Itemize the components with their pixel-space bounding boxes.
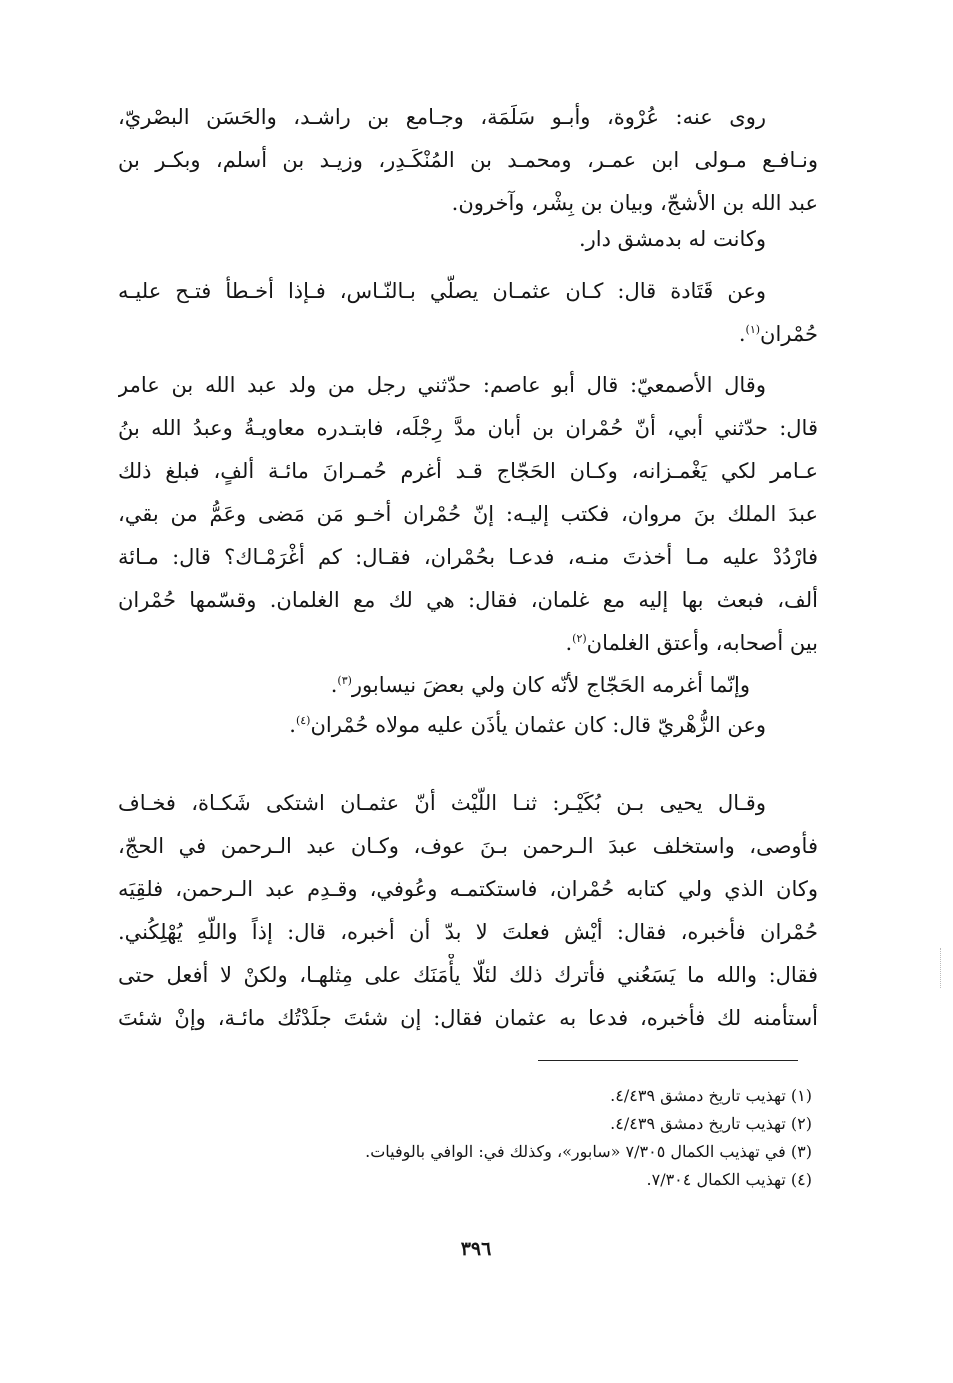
page-number: ٣٩٦ <box>460 1238 492 1260</box>
paragraph-zuhri <box>118 704 818 747</box>
footnote-marker: (٢) <box>572 632 587 645</box>
text-line: فارْدُدْ عليه مـا أخذتَ منـه، فدعـا بحُمْران، فقـال: كم أغْرَمْـاك؟ قال: مـائة <box>118 545 818 569</box>
paragraph-asmai <box>118 364 818 665</box>
text-line: حُمْران$^{(١)}$. <box>738 322 818 346</box>
text-line: وكان الذي ولي كتابه حُمْران، فاستكتمـه وعُوفي، وقـدِم عبد الـرحمن، فلقِيَه <box>118 877 818 901</box>
text-line: وعن الزُّهْريّ قال: كان عثمان يأذَن عليه مولاه حُمْران$^{(٤)}$. <box>289 713 766 737</box>
footnotes <box>200 1082 812 1194</box>
text-fragment: وإنّما أغرمه الحَجّاج لأنّه كان ولي بعضَ نيسابور <box>351 673 750 697</box>
footnote-separator <box>538 1060 798 1061</box>
text-line: فقال: والله ما يَسَعُني فأترك ذلك لئلّا يأْمَنَك على مِثلهـا، ولكنْ لا أفعل حتى <box>118 963 818 987</box>
text-line: عـامر لكي يَغْمـزانه، وكـان الحَجّاج قـد أغرم حُمـرانَ مائـة ألفٍ، فبلغ ذلك <box>118 459 818 483</box>
text-line: فأوصى، واستخلف عبدَ الـرحمن بـنَ عوف، وكـان عبد الـرحمن في الحجّ، <box>118 834 818 858</box>
text-line: وقال الأصمعيّ: قال أبو عاصم: حدّثني رجل من ولد عبد الله بن عامر <box>118 373 766 397</box>
paragraph-nishapur <box>118 664 818 707</box>
text-line: عبد الله بن الأشجّ، وبيان بن بِشْر، وآخرون. <box>451 191 818 215</box>
footnote-item: (٢) تهذيب تاريخ دمشق ٤/٤٣٩. <box>610 1114 812 1133</box>
paragraph-house <box>118 218 818 261</box>
paragraph-qatada <box>118 270 818 356</box>
footnote-marker: (١) <box>745 323 761 336</box>
text-line: روى عنه: عُرْوة، وأبـو سَلَمَة، وجـامع بن راشـد، والحَسَن البصْريّ، <box>118 105 766 129</box>
text-fragment: بين أصحابه، وأعتق الغلمان <box>586 631 818 655</box>
text-fragment: حُمْران <box>760 322 818 346</box>
text-line: قال: حدّثني أبي، أنّ حُمْران بن أبان مدَّ رِجْلَه، فابتـدره معاويـةُ وعبدُ الله بنُ <box>118 416 818 440</box>
footnote-item: (٤) تهذيب الكمال ٧/٣٠٤. <box>646 1170 812 1189</box>
scan-specks <box>940 948 945 988</box>
paragraph-narrators <box>118 96 818 225</box>
text-fragment: وعن الزُّهْريّ قال: كان عثمان يأذَن عليه مولاه حُمْران <box>310 713 766 737</box>
text-line: حُمْران فأخبره، فقال: أيْش فعلتَ لا بدّ أن أخبره، قال: إذاً واللّهِ يُهْلِكُني. <box>118 920 818 944</box>
footnote-marker: (٣) <box>337 674 352 687</box>
footnote-item: (٣) في تهذيب الكمال ٧/٣٠٥ «سابور»، وكذلك في: الوافي بالوفيات. <box>365 1142 812 1161</box>
text-line: عبدَ الملك بنَ مروان، فكتب إليـه: إنّ حُمْران أخـو مَن مَضى وعَمُّ من بقي، <box>118 502 818 526</box>
text-line: بين أصحابه، وأعتق الغلمان$^{(٢)}$. <box>565 631 818 655</box>
text-line: وعن قَتَادة قال: كـان عثمـان يصلّي بـالنّـاس، فـإذا أخـطأ فتـح عليـه <box>118 279 766 303</box>
paragraph-yahya <box>118 782 818 1040</box>
text-line: ألف، فبعث بها إليه مع غلمان، فقال: هي لك مع الغلمان. وقسّمها حُمْران <box>118 588 818 612</box>
text-line: وقـال يحيى بـن بُكَيْـر: ثنـا اللّيْث أنّ عثمـان اشتكى شَكـاة، فخـاف <box>118 791 766 815</box>
text-line: وإنّما أغرمه الحَجّاج لأنّه كان ولي بعضَ نيسابور$^{(٣)}$. <box>330 673 750 697</box>
text-line: وكانت له بدمشق دار. <box>578 227 766 251</box>
text-line: أستأمنه لك فأخبره، فدعا به عثمان فقال: إن شئتَ جلَدْتُك مائـة، وإنْ شئتَ <box>118 1006 818 1030</box>
footnote-marker: (٤) <box>295 714 311 727</box>
text-line: ونـافـع مـولى ابن عمـر، ومحمـد بن المُنْكَـدِر، وزيـد بن أسلم، وبكـر بن <box>118 148 818 172</box>
footnote-item: (١) تهذيب تاريخ دمشق ٤/٤٣٩. <box>610 1086 812 1105</box>
